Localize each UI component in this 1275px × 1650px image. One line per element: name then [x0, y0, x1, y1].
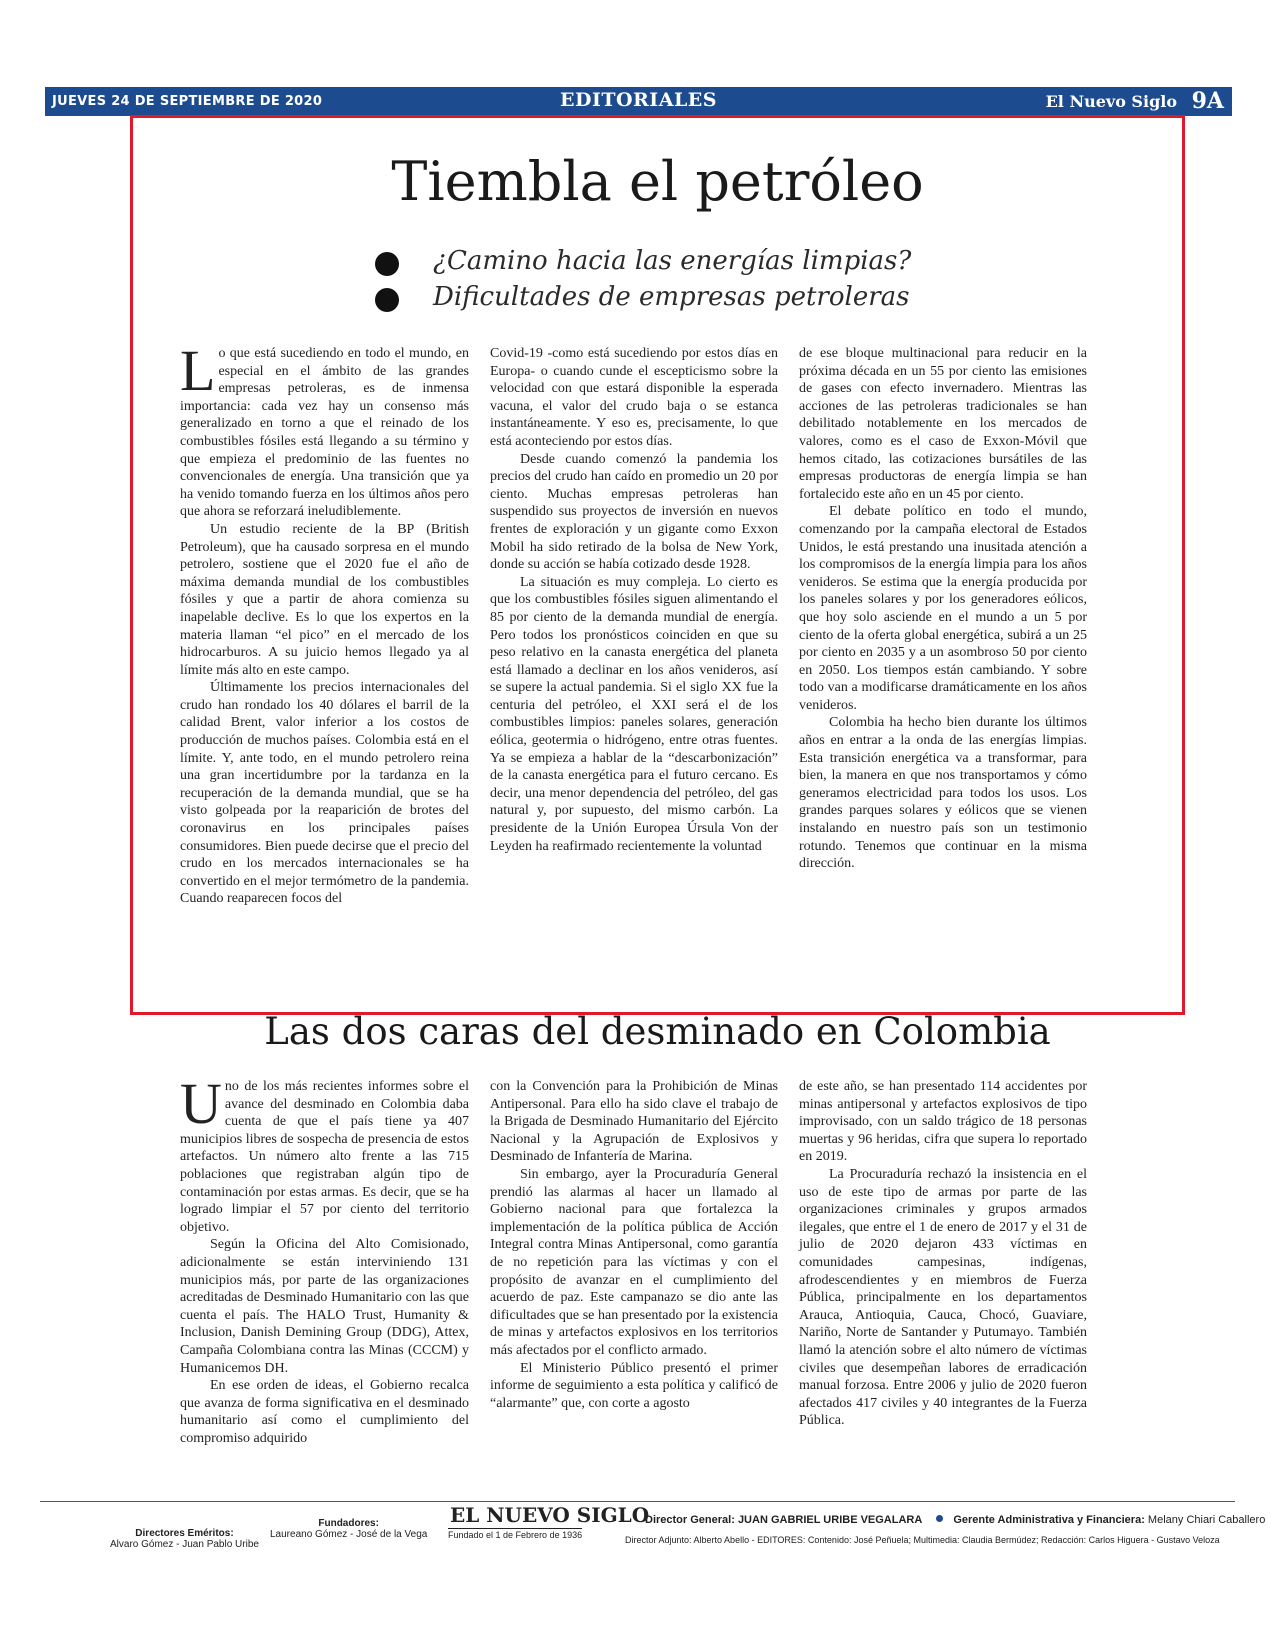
- editorial-column-1: [180, 338, 469, 908]
- body-paragraph: Colombia ha hecho bien durante los últimos años en entrar a la onda de las energías limpias. Esta transición energética va a transformar, para bien, la manera en que nos transportamos y cómo generamos electricidad para todos los usos. Los grandes parques solares y eólicos que se vienen instalando en nuestro país son un testimonio rotundo. Tenemos que continuar en la misma dirección.: [799, 715, 1087, 872]
- bullet-icon: [375, 252, 399, 276]
- director-general-label: Director General:: [645, 1514, 735, 1526]
- body-paragraph: El debate político en todo el mundo, comenzando por la campaña electoral de Estados Unidos, le está prestando una inusitada atención a los compromisos de la energía limpia para los años venideros. Se estima que la energía producida por los paneles solares y por los generadores eólicos, que hoy solo asciende en el mundo a un 5 por ciento de la oferta global energética, subirá a un 25 por ciento en 2035 y a un asombroso 50 por ciento en 2050. Los tiempos están cambiando. Y sobre todo van a modificarse dramáticamente en los años venideros.: [799, 504, 1087, 713]
- editorial-column-2: [490, 345, 778, 855]
- body-paragraph: Uno de los más recientes informes sobre el avance del desminado en Colombia daba cuenta de que el país tiene ya 407 municipios libres de sospecha de presencia de estos artefactos. Un número alto frente a las 715 poblaciones que registraban algún tipo de contaminación por estas armas. Es decir, que se ha logrado limpiar el 57 por ciento del territorio objetivo.: [180, 1071, 469, 1235]
- second-editorial-column-2: [490, 1078, 778, 1412]
- second-editorial-column-3: [799, 1078, 1087, 1430]
- body-paragraph: Desde cuando comenzó la pandemia los precios del crudo han caído en promedio un 20 por ciento. Muchas empresas petroleras han suspendido sus proyectos de inversión en nuevos frentes de exploración y un gigante como Exxon Mobil ha sido retirado de la bolsa de New York, donde su acción se había cotizado desde 1928.: [490, 451, 778, 573]
- body-paragraph: En ese orden de ideas, el Gobierno recalca que avanza de forma significativa en el desminado humanitario así como el cumplimiento del compromiso adquirido: [180, 1378, 469, 1446]
- body-paragraph: Últimamente los precios internacionales del crudo han rondado los 40 dólares el barril de la calidad Brent, valor inferior a los costos de producción de muchos países. Colombia está en el límite. Y, ante todo, en el mundo petrolero reina una gran incertidumbre por la tardanza en la recuperación de la demanda mundial, que se ha visto golpeada por la reaparición de brotes del coronavirus en los principales países consumidores. Bien puede decirse que el precio del crudo en los mercados internacionales se ha convertido en el mejor termómetro de la pandemia. Cuando reaparecen focos del: [180, 680, 469, 907]
- body-paragraph: Un estudio reciente de la BP (British Petroleum), que ha causado sorpresa en el mundo petrolero, sostiene que el 2020 fue el año de máxima demanda mundial de los combustibles fósiles y que a partir de ahora comienza su inapelable declive. Es lo que los expertos en la materia llaman “el pico” en el mercado de los hidrocarburos. A su juicio hemos llegado ya al límite más alto en este campo.: [180, 521, 469, 678]
- footer-logo: EL NUEVO SIGLO: [450, 1503, 650, 1527]
- body-paragraph: Sin embargo, ayer la Procuraduría General prendió las alarmas al hacer un llamado al Gobierno nacional para que fortalezca la implementación de la política pública de Acción Integral contra Minas Antipersonal, como garantía de no repetición para las víctimas y con el propósito de avanzar en el cumplimiento del acuerdo de paz. Este campanazo se dio ante las dificultades que se han presentado por la existencia de minas y artefactos explosivos en los territorios más afectados por el conflicto armado.: [490, 1166, 778, 1358]
- page-header-bar: [45, 87, 1232, 116]
- second-editorial-column-1: [180, 1071, 469, 1447]
- footer-founded: Fundado el 1 de Febrero de 1936: [448, 1530, 583, 1540]
- directores-names: Alvaro Gómez - Juan Pablo Uribe: [110, 1539, 259, 1550]
- body-paragraph: El Ministerio Público presentó el primer informe de seguimiento a esta política y calificó de “alarmante” que, con corte a agosto: [490, 1360, 778, 1411]
- footer-divider: [40, 1501, 1235, 1502]
- body-paragraph: de ese bloque multinacional para reducir en la próxima década en un 55 por ciento las emisiones de gases con efecto invernadero. Mientras las acciones de las petroleras tradicionales se han debilitado notablemente en los mercados de valores, como es el caso de Exxon-Móvil que hemos citado, las cotizaciones bursátiles de las empresas productoras de energía limpia se han fortalecido este año en un 45 por ciento.: [799, 346, 1087, 502]
- body-paragraph: Lo que está sucediendo en todo el mundo, en especial en el ámbito de las grandes empresas petroleras, es de inmensa importancia: cada vez hay un consenso más generalizado en torno a que el reinado de los combustibles fósiles está llegando a su término y que empieza el predominio de las fuentes no convencionales de energía. Una transición que ya ha venido tomando fuerza en los últimos años pero que ahora se reforzará ineludiblemente.: [180, 338, 469, 520]
- body-paragraph: Según la Oficina del Alto Comisionado, adicionalmente se están interviniendo 131 municipios más, por parte de las organizaciones acreditadas de Desminado Humanitario con las que cuenta el país. The HALO Trust, Humanity & Inclusion, Danish Demining Group (DDG), Attex, Campaña Colombiana contra las Minas (CCCM) y Humanicemos DH.: [180, 1237, 469, 1376]
- body-paragraph: Covid-19 -como está sucediendo por estos días en Europa- o cuando cunde el escepticismo sobre la velocidad con que estará disponible la esperada vacuna, el valor del crudo baja o se estanca instantáneamente. Y eso es, precisamente, lo que está aconteciendo por estos días.: [490, 346, 778, 449]
- directores-block: [110, 1528, 259, 1550]
- body-paragraph: La situación es muy compleja. Lo cierto es que los combustibles fósiles siguen alimentando el 85 por ciento de la demanda mundial de energía. Pero todos los pronósticos coinciden en que su peso relativo en la canasta energética del planeta está llamado a declinar en los años venideros, así se supere la actual pandemia. Si el siglo XX fue la centuria del petróleo, el XXI será el de los combustibles limpios: paneles solares, generación eólica, geotermia o hidrógeno, entre otras fuentes. Ya se empieza a hablar de la “descarbonización” de la canasta energética para el futuro cercano. Es decir, una menor dependencia del petróleo, del gas natural y, por supuesto, del mismo carbón. La presidente de la Unión Europea Úrsula Von der Leyden ha reafirmado recientemente la voluntad: [490, 574, 778, 854]
- editorial-title: Tiembla el petróleo: [391, 150, 924, 213]
- subhead-text: Dificultades de empresas petroleras: [433, 282, 910, 312]
- body-paragraph: con la Convención para la Prohibición de Minas Antipersonal. Para ello ha sido clave el trabajo de la Brigada de Desminado Humanitario del Ejército Nacional y la Agrupación de Explosivos y Desminado de Infantería de Marina.: [490, 1079, 778, 1165]
- gerente-label: Gerente Administrativa y Financiera:: [953, 1514, 1145, 1526]
- second-editorial-title: Las dos caras del desminado en Colombia: [264, 1010, 1051, 1053]
- fundadores-label: Fundadores:: [318, 1518, 379, 1529]
- directores-label: Directores Eméritos:: [135, 1528, 234, 1539]
- fundadores-names: Laureano Gómez - José de la Vega: [270, 1529, 428, 1540]
- editorial-column-3: [799, 345, 1087, 873]
- director-general-name: JUAN GABRIEL URIBE VEGALARA: [737, 1514, 923, 1526]
- masthead-brand: El Nuevo Siglo: [1045, 92, 1177, 111]
- section-title: EDITORIALES: [559, 89, 718, 111]
- footer-staff-line: Director Adjunto: Alberto Abello - EDITORES: Contenido: José Peñuela; Multimedia: Claudia Bermúdez; Redacción: Carlos Higuera - Gustavo Veloza: [625, 1535, 1220, 1545]
- gerente-name: Melany Chiari Caballero: [1147, 1514, 1266, 1526]
- fundadores-block: [270, 1518, 427, 1540]
- bullet-icon: [375, 288, 399, 312]
- subhead-text: ¿Camino hacia las energías limpias?: [433, 246, 912, 276]
- separator-dot-icon: [936, 1515, 943, 1522]
- footer-directors-line: [645, 1514, 1265, 1526]
- issue-date: JUEVES 24 DE SEPTIEMBRE DE 2020: [52, 94, 323, 109]
- page-number: 9A: [1191, 88, 1224, 114]
- body-paragraph: La Procuraduría rechazó la insistencia en el uso de este tipo de armas por parte de las organizaciones criminales y grupos armados ilegales, que entre el 1 de enero de 2017 y el 31 de julio de 2020 dejaron 433 víctimas en comunidades campesinas, indígenas, afrodescendientes y en miembros de Fuerza Pública, principalmente en los departamentos Arauca, Antioquia, Cauca, Chocó, Guaviare, Nariño, Norte de Santander y Putumayo. También llamó la atención sobre el alto número de víctimas civiles que desempeñan labores de erradicación manual forzosa. Entre 2006 y julio de 2020 fueron afectados 417 civiles y 40 integrantes de la Fuerza Pública.: [799, 1166, 1087, 1429]
- body-paragraph: de este año, se han presentado 114 accidentes por minas antipersonal y artefactos explosivos de tipo improvisado, con un saldo trágico de 18 personas muertas y 96 heridas, cifra que supera lo reportado en 2019.: [799, 1079, 1087, 1165]
